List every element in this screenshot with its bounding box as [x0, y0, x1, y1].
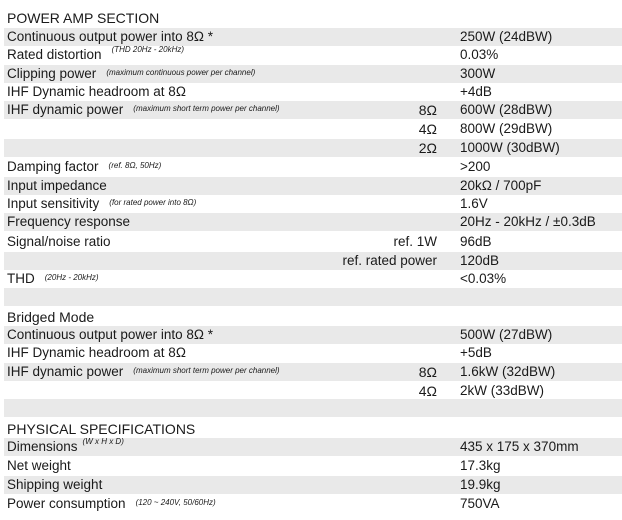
spec-value: 800W (29dBW) [460, 121, 553, 136]
spec-value: 300W [460, 66, 496, 81]
spec-value: 19.9kg [460, 477, 501, 492]
spec-note: (maximum short term power per channel) [133, 104, 280, 114]
spec-note: (20Hz - 20kHz) [44, 273, 99, 283]
spec-value: 500W (27dBW) [460, 327, 553, 342]
spec-value: +5dB [460, 345, 492, 360]
spec-value: 435 x 175 x 370mm [460, 439, 579, 454]
section-heading-bridged-mode [4, 308, 622, 326]
spec-row-input-impedance [4, 177, 622, 195]
spec-value: 750VA [460, 496, 500, 511]
spacer-row [4, 399, 622, 417]
spec-value: 0.03% [460, 47, 499, 62]
spec-label: Rated distortion [7, 47, 102, 62]
spec-label: THD [7, 271, 35, 286]
spec-note: (120 ~ 240V, 50/60Hz) [135, 498, 216, 508]
spec-row-ihf-dynamic-power-8ohm [4, 101, 622, 119]
spec-label: Power consumption [7, 496, 126, 511]
spec-label: Input impedance [7, 178, 107, 193]
section-title: PHYSICAL SPECIFICATIONS [7, 421, 196, 437]
reference-label: ref. 1W [393, 234, 437, 249]
spec-row-ihf-dynamic-power-4ohm [4, 120, 622, 138]
spec-value: <0.03% [460, 271, 507, 286]
section-title: Bridged Mode [7, 309, 95, 325]
spec-row-ihf-headroom [4, 83, 622, 101]
section-title: POWER AMP SECTION [7, 10, 160, 26]
spec-row-signal-noise-1w [4, 233, 622, 251]
spec-value: 2kW (33dBW) [460, 383, 545, 398]
spec-row-bridged-ihf-headroom [4, 344, 622, 362]
spec-label: Clipping power [7, 66, 97, 81]
spec-value: 250W (24dBW) [460, 29, 553, 44]
spec-row-rated-distortion [4, 46, 622, 64]
spec-label: IHF dynamic power [7, 102, 124, 117]
spec-label: IHF Dynamic headroom at 8Ω [7, 345, 186, 360]
spec-row-input-sensitivity [4, 195, 622, 213]
spec-value: 600W (28dBW) [460, 102, 553, 117]
spec-value: +4dB [460, 84, 492, 99]
spec-note: (ref. 8Ω, 50Hz) [108, 161, 162, 171]
spec-row-signal-noise-rated [4, 252, 622, 270]
spec-row-bridged-ihf-dynamic-power-8ohm [4, 363, 622, 381]
spec-label: Continuous output power into 8Ω * [7, 29, 213, 44]
spec-row-damping-factor [4, 158, 622, 176]
spec-row-power-consumption [4, 495, 622, 513]
section-heading-physical-specs [4, 420, 622, 438]
load-label: 8Ω [418, 364, 437, 380]
spec-note: (for rated power into 8Ω) [109, 198, 197, 208]
spec-label: IHF Dynamic headroom at 8Ω [7, 84, 186, 99]
spec-row-net-weight [4, 457, 622, 475]
spec-note: (W x H x D) [82, 437, 124, 447]
spec-row-bridged-continuous-output [4, 326, 622, 344]
spec-value: 20Hz - 20kHz / ±0.3dB [460, 214, 596, 229]
spec-value: 96dB [460, 234, 492, 249]
load-label: 2Ω [418, 140, 437, 156]
spec-label: Input sensitivity [7, 196, 100, 211]
reference-label: ref. rated power [342, 253, 437, 268]
spec-label: Shipping weight [7, 477, 103, 492]
load-label: 8Ω [418, 102, 437, 118]
load-label: 4Ω [418, 383, 437, 399]
spec-row-frequency-response [4, 213, 622, 231]
spec-label: Net weight [7, 458, 71, 473]
spec-row-bridged-ihf-dynamic-power-4ohm [4, 382, 622, 400]
spec-note: (THD 20Hz - 20kHz) [111, 45, 185, 55]
spec-value: 1.6kW (32dBW) [460, 364, 556, 379]
spec-label: IHF dynamic power [7, 364, 124, 379]
spec-note: (maximum continuous power per channel) [106, 68, 256, 78]
section-heading-power-amp [4, 9, 622, 27]
spec-row-continuous-output [4, 28, 622, 46]
spec-label: Damping factor [7, 159, 99, 174]
spec-note: (maximum short term power per channel) [133, 366, 280, 376]
spec-label: Continuous output power into 8Ω * [7, 327, 213, 342]
spec-label: Dimensions [7, 439, 78, 454]
spec-value: 1.6V [460, 196, 488, 211]
load-label: 4Ω [418, 121, 437, 137]
spec-row-ihf-dynamic-power-2ohm [4, 139, 622, 157]
spec-value: 1000W (30dBW) [460, 140, 560, 155]
spec-label: Frequency response [7, 214, 131, 229]
spec-label: Signal/noise ratio [7, 234, 111, 249]
spec-row-clipping-power [4, 65, 622, 83]
spec-value: 120dB [460, 253, 500, 268]
spec-row-shipping-weight [4, 476, 622, 494]
spec-row-dimensions [4, 438, 622, 456]
spec-value: >200 [460, 159, 491, 174]
spacer-row [4, 288, 622, 306]
spec-value: 20kΩ / 700pF [460, 178, 542, 193]
spec-value: 17.3kg [460, 458, 501, 473]
spec-row-thd [4, 270, 622, 288]
